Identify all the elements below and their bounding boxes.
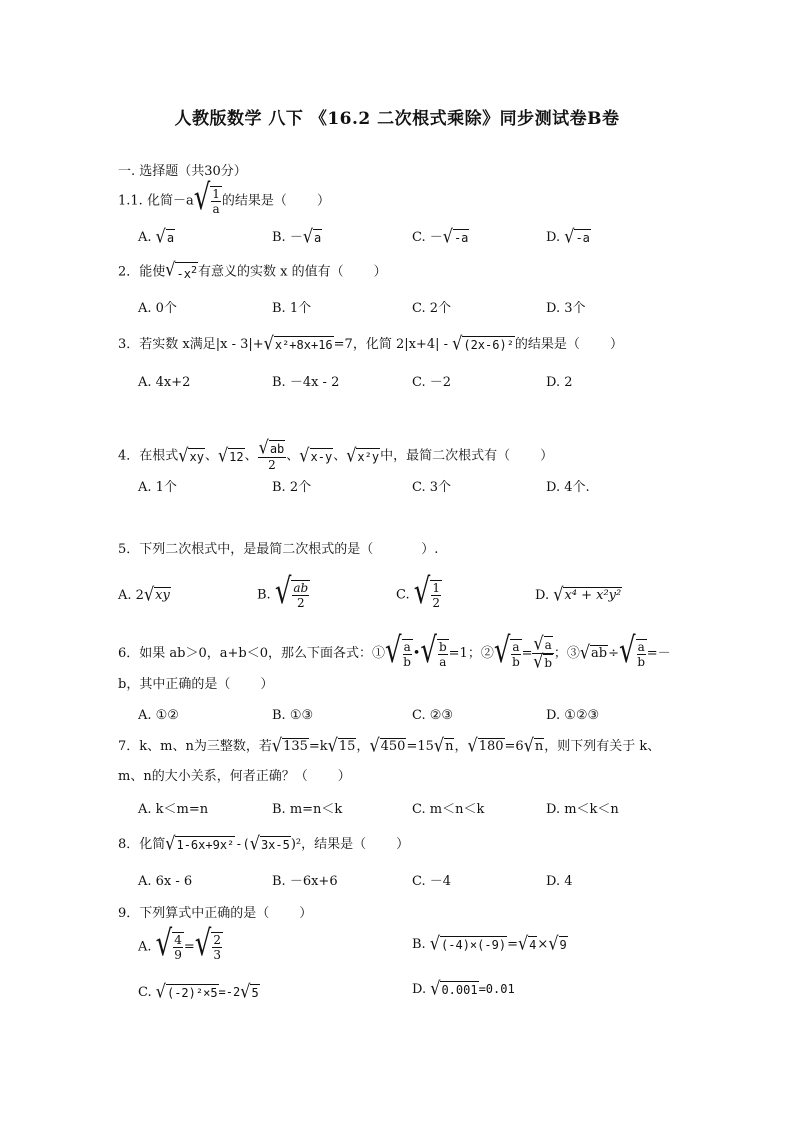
- option-a: A. 6x - 6: [138, 874, 193, 889]
- question-3: 3．若实数 x满足|x - 3|+ √ x²+8x+16 =7，化简 2|x+4| - √ (2x-6)² 的结果是（ ）: [118, 332, 623, 355]
- option-a: A. √ a: [138, 225, 175, 248]
- option-a: A. 2 √ xy: [118, 583, 170, 606]
- option-c: C. m＜n＜k: [412, 802, 485, 817]
- option-b: B. m=n＜k: [272, 802, 343, 817]
- question-6: 6．如果 ab＞0，a+b＜0，那么下面各式：① √ $\frac{a}{b}$ • √ $\frac{b}{a}$ =1；② √ $\frac{a}{b}$ = √ a √ b ；③ √ ab ÷ √ $\frac{a}{b}$ =－: [118, 630, 671, 673]
- option-d: D. 4: [546, 874, 573, 889]
- option-d: D. √ x⁴ + x²y²: [535, 583, 622, 606]
- page-title: 人教版数学 八下 《16.2 二次根式乘除》同步测试卷B卷: [174, 109, 620, 129]
- option-a: A. k＜m=n: [138, 802, 209, 817]
- option-b: B. －4x - 2: [272, 375, 340, 390]
- section-heading: 一. 选择题（共30分）: [118, 164, 247, 179]
- question-2: 2．能使 √ $-x^2$ 有意义的实数 x 的值有（ ）: [118, 258, 387, 281]
- option-c: C. √ $\frac{1}{2}$: [396, 572, 440, 613]
- option-d: D. √ -a: [546, 225, 590, 248]
- option-d: D. 3个: [546, 301, 586, 316]
- option-c: C. 3个: [412, 480, 452, 495]
- radical: √ $\frac{1}{a}$: [193, 178, 220, 219]
- option-c: C. － √ -a: [412, 225, 469, 248]
- question-6-line2: b，其中正确的是（ ）: [118, 677, 274, 692]
- option-a: A. √ $\frac{4}{9}$ = √ $\frac{2}{3}$: [138, 924, 222, 965]
- option-c: C. 2个: [412, 301, 452, 316]
- question-4: 4．在根式 √ xy 、 √ 12 、 √ ab 2 、 √ x-y 、 √ x²y 中，最简二次根式有（ ）: [118, 436, 554, 472]
- option-b: B. － √ a: [272, 225, 322, 248]
- option-a: A. 0个: [138, 301, 177, 316]
- option-c: C. －4: [412, 874, 452, 889]
- question-5: 5．下列二次根式中，是最简二次根式的是（ ）.: [118, 542, 439, 557]
- option-d: D. ①②③: [546, 708, 600, 723]
- option-d: D. 2: [546, 375, 573, 390]
- option-c: C. －2: [412, 375, 452, 390]
- question-8: 8．化简 √ 1-6x+9x² -( √ 3x-5 )²，结果是（ ）: [118, 832, 410, 855]
- option-a: A. 4x+2: [138, 375, 191, 390]
- option-c: C. √ (-2)²×5 =-2 √ 5: [138, 980, 259, 1003]
- option-b: B. √ (-4)×(-9) = √ 4 × √ 9: [412, 932, 567, 955]
- question-7-line2: m、n的大小关系，何者正确？（ ）: [118, 769, 351, 784]
- option-b: B. ①③: [272, 708, 314, 723]
- option-b: B. 1个: [272, 301, 312, 316]
- option-d: D. √ 0.001 =0.01: [412, 977, 515, 1000]
- question-9: 9．下列算式中正确的是（ ）: [118, 906, 313, 921]
- option-a: A. 1个: [138, 480, 177, 495]
- option-d: D. m＜k＜n: [546, 802, 619, 817]
- option-b: B. 2个: [272, 480, 312, 495]
- option-b: B. －6x+6: [272, 874, 338, 889]
- option-d: D. 4个.: [546, 480, 590, 495]
- option-a: A. ①②: [138, 708, 179, 723]
- option-c: C. ②③: [412, 708, 454, 723]
- question-1: 1.1. 化简－a √ $\frac{1}{a}$ 的结果是（ ）: [118, 178, 330, 219]
- question-7: 7．k、m、n为三整数，若 √ 135 =k √ 15 ， √ 450 =15 √ n ， √ 180 =6 √ n ，则下列有关于 k、: [118, 734, 661, 757]
- option-b: B. √ $\frac{ab}{2}$: [257, 572, 309, 613]
